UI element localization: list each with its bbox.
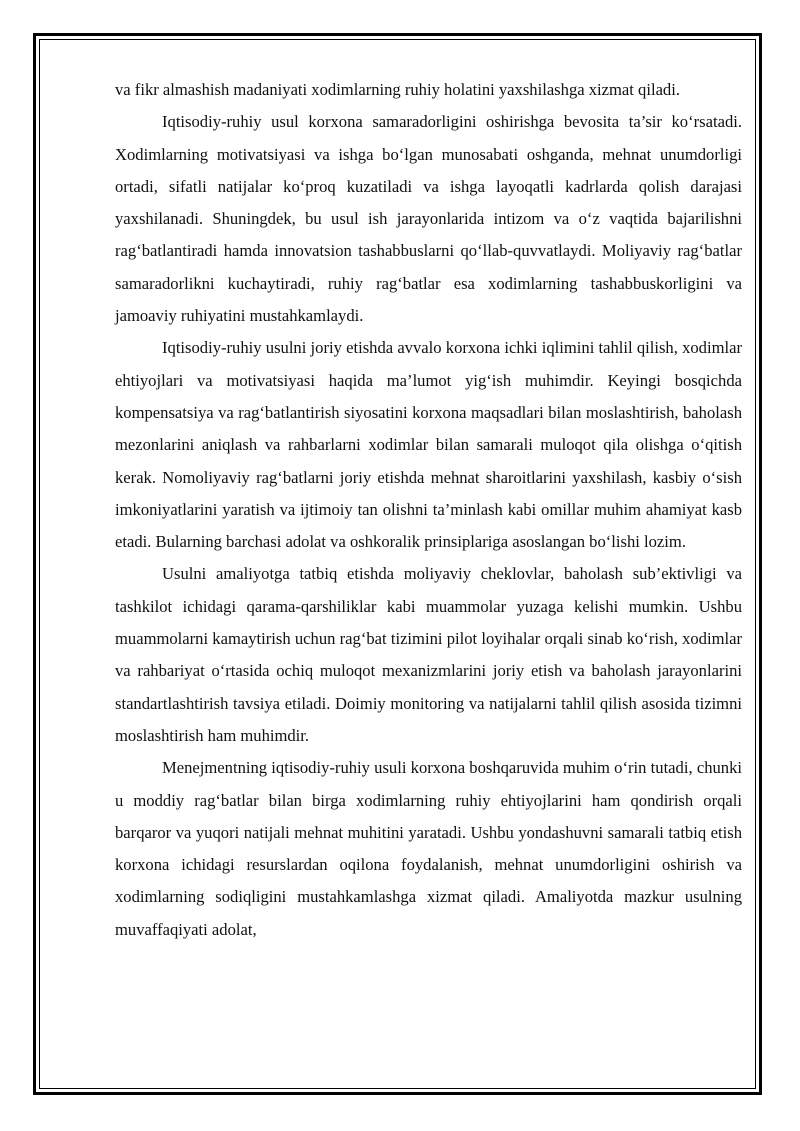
paragraph: Menejmentning iqtisodiy-ruhiy usuli korxona boshqaruvida muhim o‘rin tutadi, chunki u moddiy rag‘batlar bilan birga xodimlarning ruhiy ehtiyojlarini ham qondirish orqali barqaror va yuqori natijali mehnat muhitini yaratadi. Ushbu yondashuvni samarali tatbiq etish korxona ichidagi resurslardan oqilona foydalanish, mehnat unumdorligini oshirish va xodimlarning sodiqligini mustahkamlashga xizmat qiladi. Amaliyotda mazkur usulning muvaffaqiyati adolat, <box>115 758 742 939</box>
paragraph: Iqtisodiy-ruhiy usul korxona samaradorligini oshirishga bevosita ta’sir ko‘rsatadi. Xodimlarning motivatsiyasi va ishga bo‘lgan munosabati oshganda, mehnat unumdorligi ortadi, sifatli natijalar ko‘proq kuzatiladi va ishga layoqatli kadrlarda qolish darajasi yaxshilanadi. Shuningdek, bu usul ish jarayonlarida intizom va o‘z vaqtida bajarilishni rag‘batlantiradi hamda innovatsion tashabbuslarni qo‘llab-quvvatlaydi. Moliyaviy rag‘batlar samaradorlikni kuchaytiradi, ruhiy rag‘batlar esa xodimlarning tashabbuskorligini va jamoaviy ruhiyatini mustahkamlaydi. <box>115 112 742 326</box>
paragraph: Iqtisodiy-ruhiy usulni joriy etishda avvalo korxona ichki iqlimini tahlil qilish, xodimlar ehtiyojlari va motivatsiyasi haqida ma’lumot yig‘ish muhimdir. Keyingi bosqichda kompensatsiya va rag‘batlantirish siyosatini korxona maqsadlari bilan moslashtirish, baholash mezonlarini aniqlash va rahbarlarni xodimlar bilan samarali muloqot qila olishga o‘qitish kerak. Nomoliyaviy rag‘batlarni joriy etishda mehnat sharoitlarini yaxshilash, kasbiy o‘sish imkoniyatlarini yaratish va ijtimoiy tan olishni ta’minlash kabi omillar muhim ahamiyat kasb etadi. Bularning barchasi adolat va oshkoralik prinsiplariga asoslangan bo‘lishi lozim. <box>115 338 742 552</box>
paragraph-continuation: va fikr almashish madaniyati xodimlarning ruhiy holatini yaxshilashga xizmat qiladi. <box>115 80 680 99</box>
document-body <box>115 74 742 946</box>
paragraph: Usulni amaliyotga tatbiq etishda moliyaviy cheklovlar, baholash sub’ektivligi va tashkilot ichidagi qarama-qarshiliklar kabi muammolar yuzaga kelishi mumkin. Ushbu muammolarni kamaytirish uchun rag‘bat tizimini pilot loyihalar orqali sinab ko‘rish, xodimlar va rahbariyat o‘rtasida ochiq muloqot mexanizmlarini joriy etish va baholash jarayonlarini standartlashtirish tavsiya etiladi. Doimiy monitoring va natijalarni tahlil qilish asosida tizimni moslashtirish ham muhimdir. <box>115 564 742 745</box>
